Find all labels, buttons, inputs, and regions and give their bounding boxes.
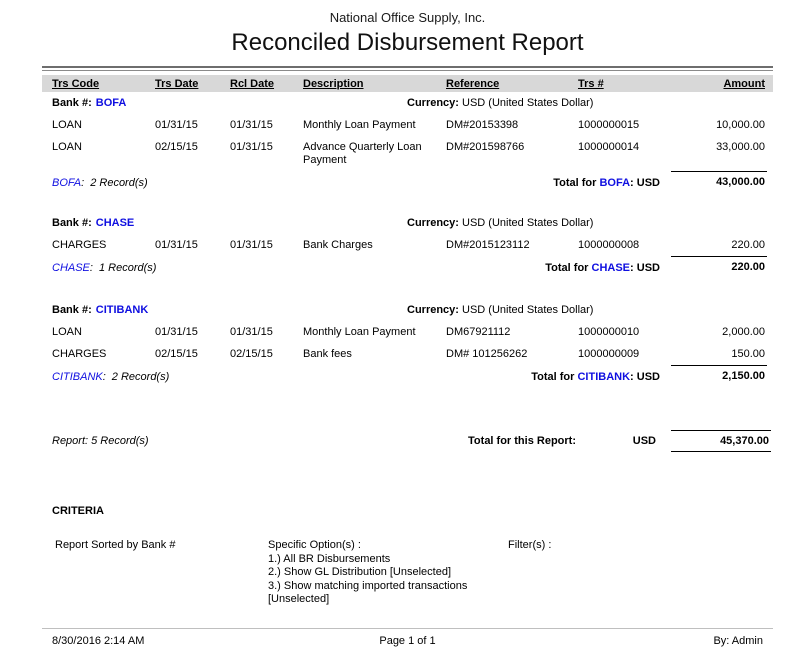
col-header-description: Description bbox=[303, 75, 446, 92]
cell-trs-code: LOAN bbox=[52, 326, 82, 338]
cell-description: Monthly Loan Payment bbox=[303, 119, 416, 131]
cell-rcl-date: 01/31/15 bbox=[230, 119, 273, 131]
company-name: National Office Supply, Inc. bbox=[329, 10, 486, 25]
cell-trs-num: 1000000010 bbox=[578, 326, 640, 338]
footer-datetime: 8/30/2016 2:14 AM bbox=[52, 635, 145, 647]
cell-trs-num: 1000000009 bbox=[578, 348, 640, 360]
col-header-reference: Reference bbox=[446, 75, 578, 92]
cell-rcl-date: 01/31/15 bbox=[230, 239, 273, 251]
bank-name: CHASE bbox=[52, 262, 90, 274]
table-row bbox=[42, 317, 773, 339]
currency-label: Currency: bbox=[407, 304, 459, 316]
cell-trs-num: 1000000015 bbox=[578, 119, 640, 131]
total-for-label: Total for bbox=[531, 371, 575, 383]
criteria-sorted-by: Report Sorted by Bank # bbox=[55, 539, 176, 551]
criteria-filters-label: Filter(s) : bbox=[508, 539, 552, 551]
report-total-currency: USD bbox=[632, 435, 656, 447]
table-row bbox=[42, 132, 773, 167]
bank-header-row bbox=[42, 212, 773, 230]
bank-name: CHASE bbox=[591, 262, 631, 274]
table-row bbox=[42, 110, 773, 132]
cell-rcl-date: 02/15/15 bbox=[230, 348, 273, 360]
bank-total-row: CHASE: 1 Record(s) Total for CHASE: USD 220.00 bbox=[42, 252, 773, 275]
col-header-trs-date: Trs Date bbox=[155, 75, 230, 92]
bank-total-amount: 220.00 bbox=[671, 256, 767, 274]
cell-reference: DM#201598766 bbox=[446, 141, 525, 153]
currency-label: Currency: bbox=[407, 97, 459, 109]
criteria-heading: CRITERIA bbox=[52, 505, 104, 517]
bank-total-row: BOFA: 2 Record(s) Total for BOFA: USD 43,000.00 bbox=[42, 167, 773, 190]
col-header-rcl-date: Rcl Date bbox=[230, 75, 303, 92]
cell-trs-date: 01/31/15 bbox=[155, 119, 198, 131]
cell-reference: DM#20153398 bbox=[446, 119, 519, 131]
cell-amount: 2,000.00 bbox=[722, 326, 765, 338]
section-spacer bbox=[42, 190, 773, 212]
cell-reference: DM# 101256262 bbox=[446, 348, 528, 360]
cell-trs-date: 01/31/15 bbox=[155, 326, 198, 338]
bank-name: CITIBANK bbox=[95, 304, 149, 316]
cell-trs-num: 1000000008 bbox=[578, 239, 640, 251]
cell-description: Bank fees bbox=[303, 348, 352, 360]
bank-label: Bank #: bbox=[52, 217, 92, 229]
bank-label: Bank #: bbox=[52, 304, 92, 316]
total-for-label: Total for bbox=[545, 262, 589, 274]
bank-name: CITIBANK bbox=[577, 371, 631, 383]
cell-description: Advance Quarterly Loan Payment bbox=[303, 141, 422, 166]
bank-header-row bbox=[42, 299, 773, 317]
section-spacer bbox=[42, 275, 773, 299]
bank-name: BOFA bbox=[95, 97, 127, 109]
report-title: Reconciled Disbursement Report bbox=[231, 29, 584, 56]
disbursement-table bbox=[42, 75, 773, 452]
cell-trs-date: 01/31/15 bbox=[155, 239, 198, 251]
bank-header-row bbox=[42, 92, 773, 110]
cell-trs-code: CHARGES bbox=[52, 348, 107, 360]
section-spacer bbox=[42, 384, 773, 426]
criteria-option: 1.) All BR Disbursements bbox=[268, 552, 391, 565]
cell-amount: 10,000.00 bbox=[716, 119, 765, 131]
cell-trs-date: 02/15/15 bbox=[155, 141, 198, 153]
record-count: 2 Record(s) bbox=[90, 177, 148, 189]
table-row bbox=[42, 339, 773, 361]
cell-amount: 33,000.00 bbox=[716, 141, 765, 153]
currency-value: USD (United States Dollar) bbox=[462, 97, 594, 109]
cell-trs-code: LOAN bbox=[52, 119, 82, 131]
bank-name: CITIBANK bbox=[52, 371, 103, 383]
report-total-label: Total for this Report: bbox=[468, 435, 576, 447]
record-count: 2 Record(s) bbox=[111, 371, 170, 383]
column-header-row bbox=[42, 75, 773, 92]
criteria-option: 2.) Show GL Distribution [Unselected] bbox=[268, 566, 452, 578]
title-divider bbox=[42, 66, 773, 71]
report-record-count: Report: 5 Record(s) bbox=[52, 435, 149, 447]
footer-user: By: Admin bbox=[713, 635, 763, 647]
cell-amount: 150.00 bbox=[731, 348, 765, 360]
bank-total-amount: 43,000.00 bbox=[671, 171, 767, 189]
col-header-trs-num: Trs # bbox=[578, 75, 660, 92]
col-header-amount: Amount bbox=[660, 75, 773, 92]
currency-value: USD (United States Dollar) bbox=[462, 217, 594, 229]
bank-name: BOFA bbox=[52, 177, 82, 189]
table-row bbox=[42, 230, 773, 252]
cell-rcl-date: 01/31/15 bbox=[230, 326, 273, 338]
criteria-section bbox=[42, 505, 773, 619]
criteria-options bbox=[268, 539, 508, 607]
bank-name: CHASE bbox=[95, 217, 135, 229]
footer-page-number: Page 1 of 1 bbox=[379, 635, 436, 647]
report-footer bbox=[42, 628, 773, 647]
bank-total-amount: 2,150.00 bbox=[671, 365, 767, 383]
cell-description: Monthly Loan Payment bbox=[303, 326, 416, 338]
criteria-options-label: Specific Option(s) : bbox=[268, 539, 361, 551]
report-total-row bbox=[42, 426, 773, 452]
currency-value: USD (United States Dollar) bbox=[462, 304, 594, 316]
cell-description: Bank Charges bbox=[303, 239, 373, 251]
cell-trs-date: 02/15/15 bbox=[155, 348, 198, 360]
bank-label: Bank #: bbox=[52, 97, 92, 109]
cell-reference: DM#2015123112 bbox=[446, 239, 530, 251]
cell-trs-code: LOAN bbox=[52, 141, 82, 153]
cell-amount: 220.00 bbox=[731, 239, 765, 251]
criteria-option: 3.) Show matching imported transactions [Unselected] bbox=[268, 579, 468, 605]
bank-name: BOFA bbox=[599, 177, 631, 189]
col-header-trs-code: Trs Code bbox=[42, 75, 155, 92]
cell-rcl-date: 01/31/15 bbox=[230, 141, 273, 153]
record-count: 1 Record(s) bbox=[98, 262, 157, 274]
cell-trs-code: CHARGES bbox=[52, 239, 107, 251]
cell-reference: DM67921112 bbox=[446, 326, 511, 338]
currency-label: Currency: bbox=[407, 217, 459, 229]
report-total-amount: 45,370.00 bbox=[671, 430, 771, 452]
total-for-label: Total for bbox=[553, 177, 597, 189]
bank-total-row: CITIBANK: 2 Record(s) Total for CITIBANK: USD 2,150.00 bbox=[42, 361, 773, 384]
cell-trs-num: 1000000014 bbox=[578, 141, 640, 153]
